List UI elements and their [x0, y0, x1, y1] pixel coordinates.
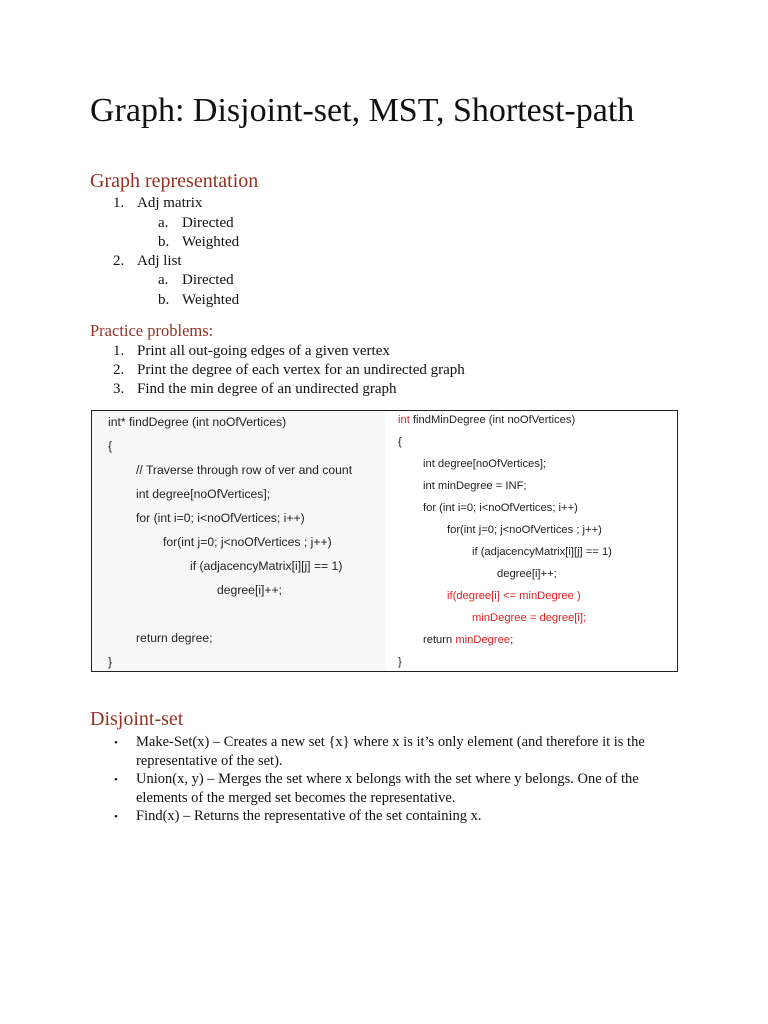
code-block-find-min-degree	[385, 411, 677, 671]
code-line: return minDegree;	[423, 634, 514, 646]
code-line: }	[108, 655, 113, 669]
graph-representation-heading: Graph representation	[90, 170, 259, 192]
list-item: 1. Print all out-going edges of a given vertex	[113, 343, 390, 359]
code-block-find-degree	[92, 411, 386, 671]
code-line: int degree[noOfVertices];	[136, 487, 271, 501]
list-item: 2. Adj list	[113, 253, 182, 269]
code-line: degree[i]++;	[497, 568, 557, 580]
list-subitem: a. Directed	[158, 272, 234, 288]
disjoint-set-heading: Disjoint-set	[90, 708, 184, 730]
code-line: // Traverse through row of ver and count	[136, 463, 353, 477]
code-line: {	[108, 439, 113, 453]
bullet-item: Find(x) – Returns the representative of the set containing x.	[136, 808, 482, 824]
bullet-icon: •	[114, 811, 118, 823]
bullet-icon: •	[114, 737, 118, 749]
bullet-icon: •	[114, 774, 118, 786]
list-subitem: b. Weighted	[158, 292, 240, 308]
code-line: for (int i=0; i<noOfVertices; i++)	[136, 511, 305, 525]
list-item: 1. Adj matrix	[113, 195, 203, 211]
code-line: return degree;	[136, 631, 213, 645]
code-line: for (int i=0; i<noOfVertices; i++)	[423, 502, 578, 514]
code-line-highlighted: minDegree = degree[i];	[472, 612, 587, 624]
practice-problems-heading: Practice problems:	[90, 321, 214, 340]
list-item: 2. Print the degree of each vertex for an undirected graph	[113, 362, 465, 378]
list-subitem: b. Weighted	[158, 234, 240, 250]
page-title: Graph: Disjoint-set, MST, Shortest-path	[90, 92, 635, 129]
code-line: if (adjacencyMatrix[i][j] == 1)	[190, 559, 343, 573]
list-item: 3. Find the min degree of an undirected graph	[113, 381, 397, 397]
code-line: }	[398, 656, 402, 668]
code-table	[91, 410, 678, 672]
code-line: for(int j=0; j<noOfVertices ; j++)	[447, 524, 602, 536]
code-line: if (adjacencyMatrix[i][j] == 1)	[472, 546, 612, 558]
list-subitem: a. Directed	[158, 215, 234, 231]
code-line: {	[398, 436, 402, 448]
code-line: degree[i]++;	[217, 583, 283, 597]
code-line: for(int j=0; j<noOfVertices ; j++)	[163, 535, 332, 549]
code-line: int minDegree = INF;	[423, 480, 527, 492]
code-line: int* findDegree (int noOfVertices)	[108, 415, 287, 429]
code-line: int findMinDegree (int noOfVertices)	[398, 414, 576, 426]
bullet-item: Union(x, y) – Merges the set where x belongs with the set where y belongs. One of the elements of the merged set becomes the representative.	[136, 771, 639, 806]
code-line-highlighted: if(degree[i] <= minDegree )	[447, 590, 581, 602]
code-line: int degree[noOfVertices];	[423, 458, 547, 470]
bullet-item: Make-Set(x) – Creates a new set {x} where x is it’s only element (and therefore it is the representative of the set).	[136, 734, 645, 769]
